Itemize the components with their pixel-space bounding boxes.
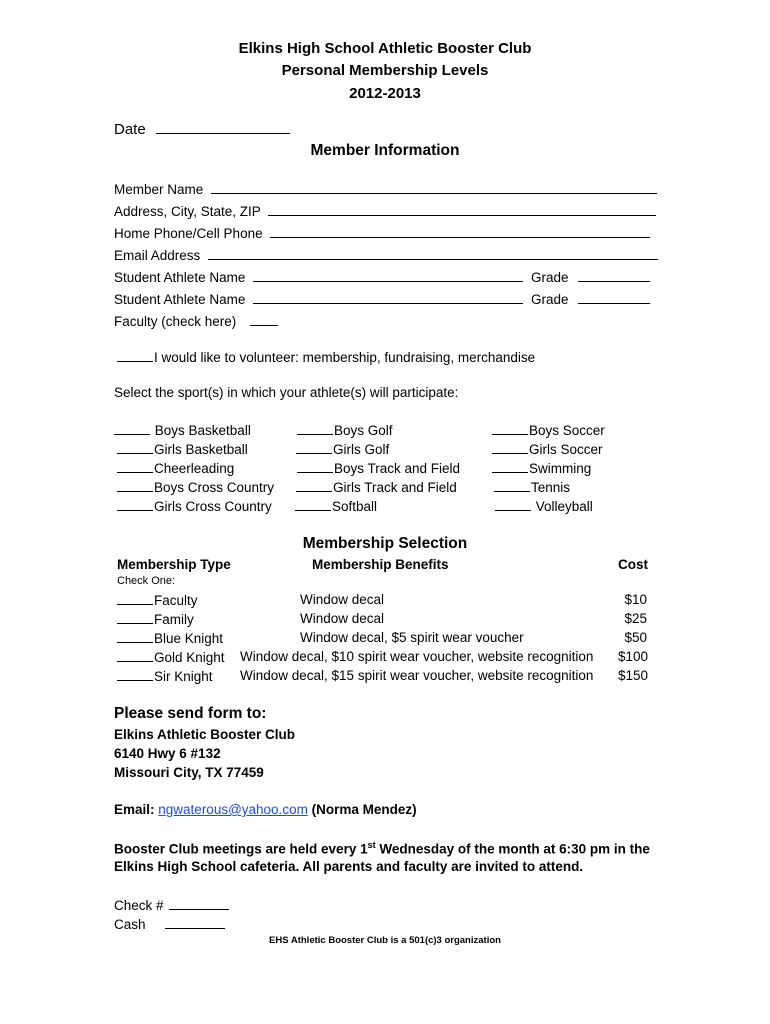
- meetings-superscript: st: [367, 840, 376, 850]
- send-address-line1: Elkins Athletic Booster Club: [114, 727, 296, 742]
- sport-checkbox[interactable]: [114, 422, 150, 435]
- address-field[interactable]: [268, 203, 656, 216]
- grade1-row: [531, 269, 650, 285]
- membership-cost: $100: [617, 649, 648, 664]
- membership-cost: $150: [617, 668, 648, 683]
- form-subtitle: Personal Membership Levels: [281, 62, 489, 79]
- member-name-field[interactable]: [211, 181, 657, 194]
- sport-item: [117, 498, 272, 514]
- sport-label: Boys Soccer: [529, 423, 605, 438]
- meetings-text-part1: Booster Club meetings are held every 1: [114, 841, 368, 857]
- sport-label: Girls Cross Country: [154, 499, 272, 514]
- membership-checkbox[interactable]: [117, 649, 153, 662]
- sport-checkbox[interactable]: [117, 460, 153, 473]
- membership-type: [117, 668, 213, 684]
- send-address-line3: Missouri City, TX 77459: [114, 765, 264, 780]
- sport-checkbox[interactable]: [492, 460, 528, 473]
- sport-item: [495, 498, 593, 514]
- sport-item: [296, 479, 457, 495]
- sport-item: [296, 441, 389, 457]
- meetings-text-part2: Wednesday of the month at 6:30 pm in the: [375, 841, 650, 857]
- phone-row: [114, 225, 650, 241]
- membership-benefits: Window decal, $5 spirit wear voucher: [300, 630, 524, 645]
- volunteer-checkbox[interactable]: [117, 349, 153, 362]
- check-number-field[interactable]: [169, 897, 229, 910]
- sport-checkbox[interactable]: [494, 479, 530, 492]
- grade2-label: Grade: [531, 292, 569, 307]
- date-label: Date: [114, 121, 146, 138]
- sport-label: Softball: [332, 499, 378, 514]
- email-address-label: Email Address: [114, 248, 201, 263]
- check-one-label: Check One:: [117, 575, 176, 587]
- volunteer-label: I would like to volunteer: membership, fundraising, merchandise: [154, 350, 536, 365]
- address-label: Address, City, State, ZIP: [114, 204, 261, 219]
- cash-field[interactable]: [165, 916, 225, 929]
- membership-cost: $25: [624, 611, 647, 626]
- membership-type: [117, 630, 223, 646]
- sports-prompt: Select the sport(s) in which your athlete(s) will participate:: [114, 385, 459, 400]
- student2-row: [114, 291, 523, 307]
- sport-checkbox[interactable]: [492, 422, 528, 435]
- membership-benefits: Window decal, $10 spirit wear voucher, website recognition: [240, 649, 594, 664]
- sport-checkbox[interactable]: [297, 460, 333, 473]
- address-row: [114, 203, 656, 219]
- sport-item: [117, 479, 274, 495]
- membership-cost: $10: [624, 592, 647, 607]
- grade2-field[interactable]: [578, 291, 650, 304]
- member-name-label: Member Name: [114, 182, 204, 197]
- meetings-line1: [114, 840, 650, 857]
- sport-item: [492, 422, 605, 438]
- student2-label: Student Athlete Name: [114, 292, 246, 307]
- send-address-line2: 6140 Hwy 6 #132: [114, 746, 221, 761]
- email-address-row: [114, 247, 658, 263]
- grade1-field[interactable]: [578, 269, 650, 282]
- date-field[interactable]: [156, 121, 290, 134]
- member-info-heading: Member Information: [310, 142, 460, 159]
- membership-type: [117, 592, 198, 608]
- check-row: [114, 897, 229, 913]
- faculty-label: Faculty (check here): [114, 314, 237, 329]
- faculty-row: [114, 313, 278, 329]
- footer-note: EHS Athletic Booster Club is a 501(c)3 organization: [269, 935, 501, 946]
- email-row: [114, 802, 417, 817]
- membership-benefits: Window decal: [300, 611, 385, 626]
- sport-checkbox[interactable]: [296, 441, 332, 454]
- sport-item: [297, 422, 393, 438]
- grade2-row: [531, 291, 650, 307]
- membership-benefits-header: Membership Benefits: [312, 557, 449, 572]
- meetings-line2: Elkins High School cafeteria. All parents and faculty are invited to attend.: [114, 859, 584, 874]
- membership-cost: $50: [624, 630, 647, 645]
- student2-field[interactable]: [253, 291, 523, 304]
- sport-checkbox[interactable]: [117, 479, 153, 492]
- membership-cost-header: Cost: [618, 557, 648, 572]
- membership-heading: Membership Selection: [302, 535, 468, 552]
- student1-field[interactable]: [253, 269, 523, 282]
- date-row: [114, 121, 290, 138]
- student1-label: Student Athlete Name: [114, 270, 246, 285]
- phone-label: Home Phone/Cell Phone: [114, 226, 263, 241]
- sport-item: [295, 498, 377, 514]
- sport-item: [117, 441, 248, 457]
- sport-checkbox[interactable]: [117, 441, 153, 454]
- membership-type-label: Faculty: [154, 593, 198, 608]
- sport-checkbox[interactable]: [495, 498, 531, 511]
- sport-item: [114, 422, 251, 438]
- sport-item: [492, 441, 603, 457]
- sport-item: [297, 460, 460, 476]
- cash-row: [114, 916, 225, 932]
- form-title: Elkins High School Athletic Booster Club: [238, 40, 532, 57]
- sport-item: [117, 460, 234, 476]
- email-address-field[interactable]: [208, 247, 658, 260]
- membership-type-label: Blue Knight: [154, 631, 224, 646]
- volunteer-row: [117, 349, 535, 365]
- sport-label: Girls Soccer: [529, 442, 603, 457]
- faculty-checkbox[interactable]: [250, 313, 278, 326]
- membership-checkbox[interactable]: [117, 592, 153, 605]
- sport-item: [492, 460, 591, 476]
- sport-label: Boys Golf: [334, 423, 393, 438]
- sport-item: [494, 479, 570, 495]
- email-contact-name: (Norma Mendez): [311, 802, 417, 817]
- phone-field[interactable]: [270, 225, 650, 238]
- membership-type-header: Membership Type: [117, 557, 231, 572]
- sport-label: Girls Golf: [333, 442, 390, 457]
- membership-type: [117, 649, 225, 665]
- check-label: Check #: [114, 898, 164, 913]
- membership-type-label: Sir Knight: [154, 669, 213, 684]
- email-label: Email:: [114, 802, 155, 817]
- membership-benefits: Window decal, $15 spirit wear voucher, website recognition: [240, 668, 594, 683]
- sport-label: Boys Basketball: [154, 423, 251, 438]
- sport-label: Volleyball: [535, 499, 593, 514]
- form-year: 2012-2013: [349, 85, 421, 102]
- sport-checkbox[interactable]: [117, 498, 153, 511]
- membership-checkbox[interactable]: [117, 630, 153, 643]
- membership-type: [117, 611, 194, 627]
- membership-type-label: Gold Knight: [154, 650, 225, 665]
- email-link[interactable]: ngwaterous@yahoo.com: [158, 802, 308, 817]
- sport-label: Tennis: [531, 480, 571, 495]
- grade1-label: Grade: [531, 270, 569, 285]
- send-form-heading: Please send form to:: [114, 705, 267, 722]
- student1-row: [114, 269, 523, 285]
- sport-label: Girls Track and Field: [333, 480, 457, 495]
- sport-checkbox[interactable]: [297, 422, 333, 435]
- sport-label: Swimming: [529, 461, 592, 476]
- membership-benefits: Window decal: [300, 592, 385, 607]
- sport-label: Boys Track and Field: [334, 461, 461, 476]
- member-name-row: [114, 181, 657, 197]
- cash-label: Cash: [114, 917, 146, 932]
- membership-type-label: Family: [154, 612, 194, 627]
- membership-checkbox[interactable]: [117, 611, 153, 624]
- sport-checkbox[interactable]: [296, 479, 332, 492]
- sport-checkbox[interactable]: [492, 441, 528, 454]
- sport-checkbox[interactable]: [295, 498, 331, 511]
- sport-label: Cheerleading: [154, 461, 235, 476]
- membership-checkbox[interactable]: [117, 668, 153, 681]
- sport-label: Girls Basketball: [154, 442, 248, 457]
- sport-label: Boys Cross Country: [154, 480, 275, 495]
